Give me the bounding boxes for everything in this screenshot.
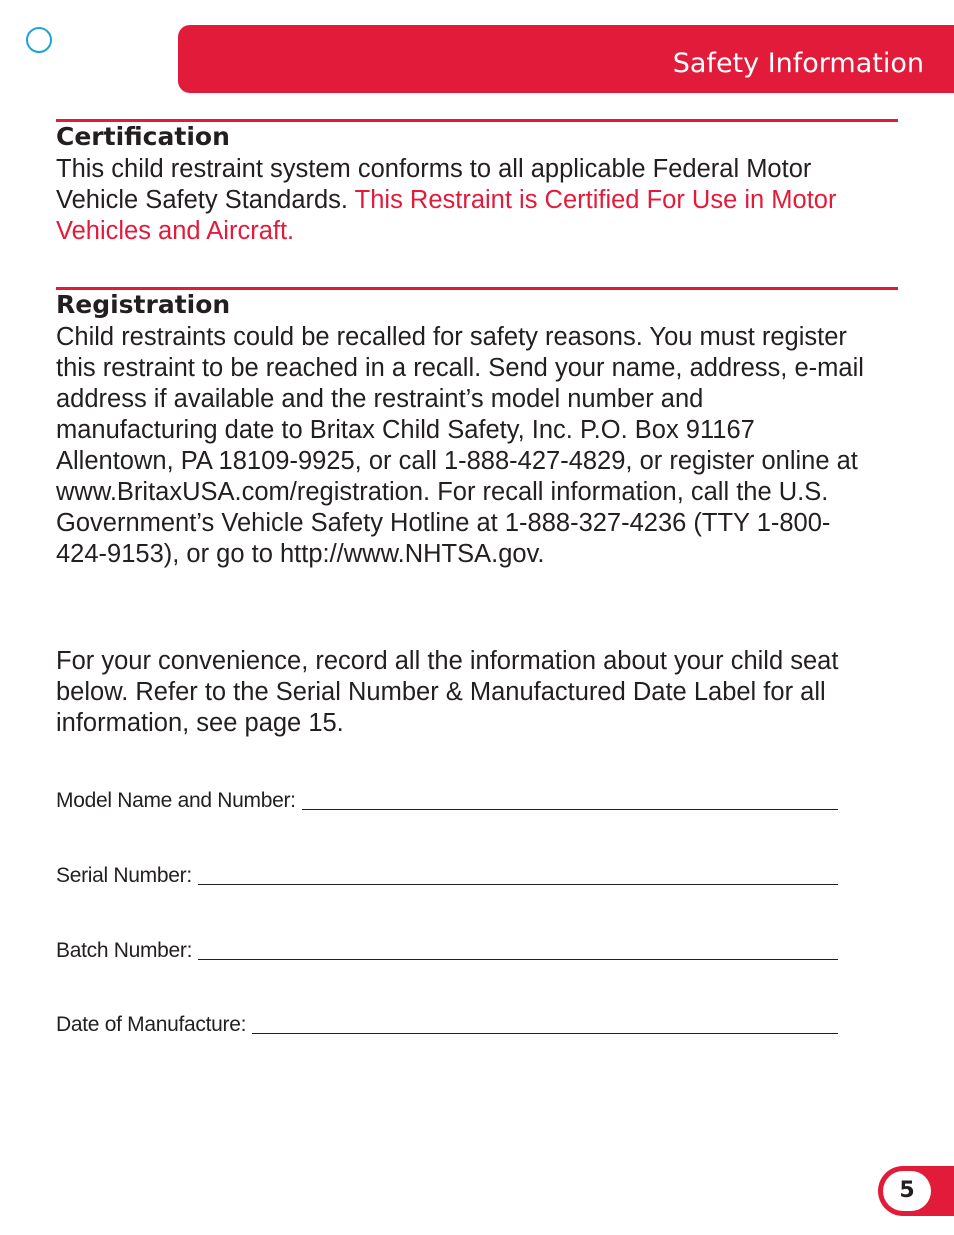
registration-section	[56, 287, 898, 570]
certification-text	[56, 154, 898, 247]
serial-field	[56, 859, 838, 889]
registration-text: Child restraints could be recalled for safety reasons. You must register this restraint to be reached in a recall. Send your name, address, e-mail address if available and the restraint’s model number and manufacturing date to Britax Child Safety, Inc. P.O. Box 91167 Allentown, PA 18109-9925, or call 1-888-427-4829, or register online at www.BritaxUSA.com/registration. For recall information, call the U.S. Government’s Vehicle Safety Hotline at 1-888-327-4236 (TTY 1-800-424-9153), or go to http://www.NHTSA.gov.	[56, 323, 864, 568]
batch-line	[198, 959, 838, 960]
certification-body: This child restraint system conforms to all applicable Federal Motor Vehicle Safety Standards.	[56, 155, 812, 214]
header-band	[178, 25, 954, 93]
page-number: 5	[883, 1171, 931, 1211]
certification-section	[56, 119, 898, 247]
date-label: Date of Manufacture:	[56, 1013, 247, 1036]
model-line	[302, 809, 838, 810]
page-number-tab	[878, 1166, 954, 1216]
date-line	[252, 1033, 838, 1034]
date-field	[56, 1008, 838, 1038]
certification-highlight: This Restraint is Certified For Use in Motor Vehicles and Aircraft.	[56, 186, 837, 245]
batch-label: Batch Number:	[56, 939, 193, 962]
serial-label: Serial Number:	[56, 864, 192, 887]
batch-field	[56, 934, 838, 964]
registration-mark-icon	[26, 27, 52, 53]
registration-heading: Registration	[56, 290, 231, 319]
model-label: Model Name and Number:	[56, 789, 296, 812]
serial-line	[198, 884, 838, 885]
convenience-text: For your convenience, record all the information about your child seat below. Refer to the Serial Number & Manufactured Date Label for all information, see page 15.	[56, 647, 839, 737]
model-field	[56, 784, 838, 814]
header-title: Safety Information	[672, 48, 924, 79]
certification-heading: Certification	[56, 122, 230, 151]
